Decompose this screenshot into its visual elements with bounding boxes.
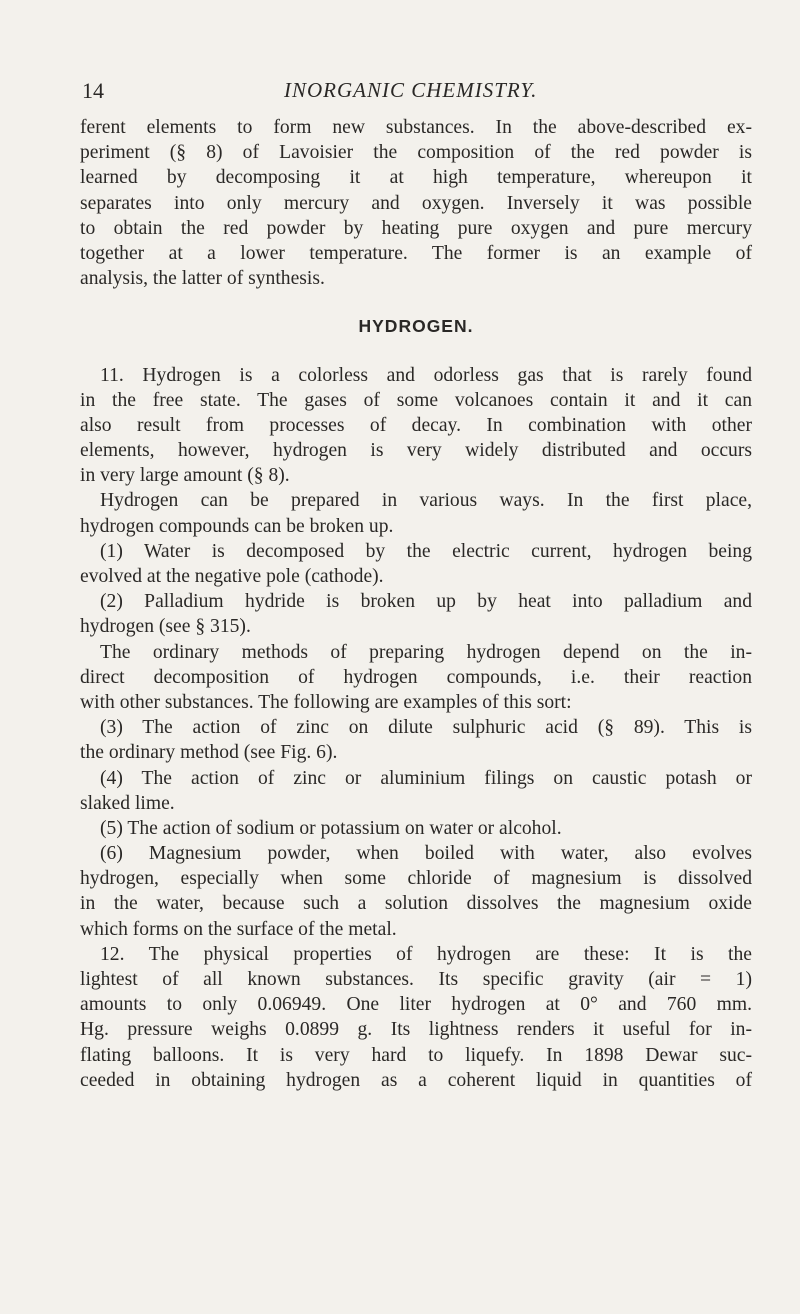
text-line: Hg. pressure weighs 0.0899 g. Its lightness renders it useful for in- bbox=[80, 1019, 752, 1041]
text-line: (2) Palladium hydride is broken up by heat into palladium and bbox=[100, 591, 752, 613]
text-line: 12. The physical properties of hydrogen are these: It is the bbox=[100, 943, 752, 965]
text-line: periment (§ 8) of Lavoisier the composition of the red powder is bbox=[80, 142, 752, 164]
list-item-3 bbox=[80, 715, 752, 765]
text-line: hydrogen compounds can be broken up. bbox=[80, 515, 394, 537]
text-line: 11. Hydrogen is a colorless and odorless gas that is rarely found bbox=[100, 364, 752, 386]
section-heading: HYDROGEN. bbox=[358, 316, 474, 337]
text-line: in very large amount (§ 8). bbox=[80, 465, 290, 487]
running-head: INORGANIC CHEMISTRY. bbox=[284, 78, 538, 102]
text-line: evolved at the negative pole (cathode). bbox=[80, 566, 384, 587]
text-line: hydrogen (see § 315). bbox=[80, 616, 251, 638]
text-line: (5) The action of sodium or potassium on water or alcohol. bbox=[100, 817, 562, 839]
page-number: 14 bbox=[82, 78, 104, 103]
text-line: flating balloons. It is very hard to liquefy. In 1898 Dewar suc- bbox=[80, 1044, 752, 1066]
text-line: elements, however, hydrogen is very widely distributed and occurs bbox=[80, 440, 752, 462]
text-line: separates into only mercury and oxygen. Inversely it was possible bbox=[80, 192, 752, 214]
text-line: The ordinary methods of preparing hydrogen depend on the in- bbox=[100, 641, 752, 663]
paragraph-11 bbox=[80, 363, 752, 489]
list-item-6 bbox=[80, 841, 752, 942]
preparation-paragraph bbox=[80, 488, 752, 538]
text-line: lightest of all known substances. Its specific gravity (air = 1) bbox=[80, 969, 752, 990]
text-line: ferent elements to form new substances. In the above-described ex- bbox=[80, 117, 752, 138]
text-line: hydrogen, especially when some chloride of magnesium is dissolved bbox=[80, 868, 752, 890]
text-line: (1) Water is decomposed by the electric current, hydrogen being bbox=[100, 540, 752, 562]
list-item-5 bbox=[80, 816, 752, 841]
text-line: which forms on the surface of the metal. bbox=[80, 918, 397, 940]
text-line: (4) The action of zinc or aluminium filings on caustic potash or bbox=[100, 767, 752, 789]
list-item-4 bbox=[80, 766, 752, 816]
text-line: in the free state. The gases of some volcanoes contain it and it can bbox=[80, 389, 752, 411]
ordinary-methods-paragraph bbox=[80, 640, 752, 716]
text-line: analysis, the latter of synthesis. bbox=[80, 268, 325, 290]
text-line: (3) The action of zinc on dilute sulphuric acid (§ 89). This is bbox=[100, 717, 752, 739]
text-line: (6) Magnesium powder, when boiled with water, also evolves bbox=[100, 843, 752, 865]
page-header bbox=[0, 78, 800, 110]
text-line: amounts to only 0.06949. One liter hydrogen at 0° and 760 mm. bbox=[80, 994, 752, 1016]
page-body bbox=[80, 115, 752, 1093]
text-line: together at a lower temperature. The former is an example of bbox=[80, 242, 752, 264]
text-line: with other substances. The following are examples of this sort: bbox=[80, 691, 572, 713]
text-line: Hydrogen can be prepared in various ways. In the first place, bbox=[100, 490, 752, 512]
text-line: to obtain the red powder by heating pure oxygen and pure mercury bbox=[80, 217, 752, 239]
text-line: ceeded in obtaining hydrogen as a coherent liquid in quantities of bbox=[80, 1069, 752, 1091]
text-line: slaked lime. bbox=[80, 792, 175, 814]
list-item-2 bbox=[80, 589, 752, 639]
paragraph-12 bbox=[80, 942, 752, 1093]
list-item-1 bbox=[80, 539, 752, 589]
text-line: the ordinary method (see Fig. 6). bbox=[80, 742, 338, 764]
text-line: in the water, because such a solution dissolves the magnesium oxide bbox=[80, 893, 752, 915]
text-line: learned by decomposing it at high temperature, whereupon it bbox=[80, 167, 752, 189]
text-line: direct decomposition of hydrogen compounds, i.e. their reaction bbox=[80, 666, 752, 688]
text-line: also result from processes of decay. In combination with other bbox=[80, 414, 752, 436]
intro-paragraph bbox=[80, 115, 752, 291]
